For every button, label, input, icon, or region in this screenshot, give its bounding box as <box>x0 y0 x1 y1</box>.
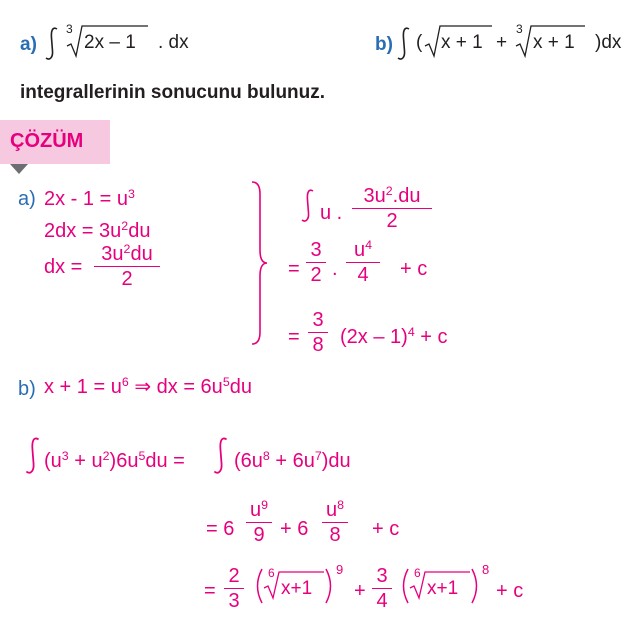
part-a-r3-expr: (2x – 1)$^4$ + c <box>340 325 448 348</box>
part-b-s1-fraction2: $u^8$ 8 <box>322 500 348 545</box>
part-a-r2-fraction2: $u^4$ 4 <box>346 240 380 285</box>
part-a-r2-eq: = <box>288 258 300 280</box>
badge-arrow-icon <box>10 164 28 174</box>
instruction-text: integrallerinin sonucunu bulunuz. <box>20 82 326 103</box>
problem-b-root-index: 3 <box>516 22 523 36</box>
part-a-r2-tail: + c <box>400 258 428 280</box>
problem-a-label: a) <box>20 34 37 55</box>
part-b-s1-eq: = 6 <box>206 518 235 540</box>
part-a-line3-lhs: dx = <box>44 256 83 278</box>
part-b-s2-root1-index: 6 <box>268 566 275 580</box>
part-b-s2-exp1: 9 <box>336 562 344 577</box>
right-brace-icon <box>248 180 270 346</box>
problem-b-plus: + <box>496 32 508 53</box>
problem-b-tail: )dx <box>595 32 622 53</box>
part-b-s2-root2-radicand: x+1 <box>427 578 459 599</box>
integral-sign-icon <box>396 26 412 62</box>
part-b-s2-exp2: 8 <box>482 562 490 577</box>
part-a-r3-eq: = <box>288 326 300 348</box>
integral-sign-icon <box>44 26 60 62</box>
problem-a-tail: . dx <box>158 32 189 53</box>
part-b-s1-tail: + c <box>372 518 400 540</box>
part-b-s2-root2-index: 6 <box>414 566 421 580</box>
part-b-s2-fraction1: 2 3 <box>224 566 244 611</box>
integral-sign-icon <box>300 188 316 224</box>
part-b-integral-1: $(u^3 + u^2)6u^5du$ = <box>44 449 185 472</box>
part-b-integral-2: $(6u^8 + 6u^7)du$ <box>234 449 351 472</box>
part-b-substitution: $x + 1 = u^6$ ⇒ dx = $6u^5du$ <box>44 375 252 398</box>
part-b-s2-fraction2: 3 4 <box>372 566 392 611</box>
problem-b-label: b) <box>375 34 393 55</box>
part-a-r1-fraction: $3u^2.du$ 2 <box>352 186 432 231</box>
part-b-s1-fraction1: $u^9$ 9 <box>246 500 272 545</box>
problem-a-root-index: 3 <box>66 22 73 36</box>
part-a-r2-dot: . <box>332 258 338 280</box>
problem-b-sqrt-radicand: x + 1 <box>441 32 483 53</box>
part-b-s2-plus: + <box>354 580 366 602</box>
part-b-s2-eq: = <box>204 580 216 602</box>
part-a-r2-fraction1: 3 2 <box>306 240 326 285</box>
part-a-line2: $2dx = 3u^2du$ <box>44 219 151 242</box>
problem-a-radicand: 2x – 1 <box>84 32 136 53</box>
part-b-s2-root1-radicand: x+1 <box>281 578 313 599</box>
solution-badge-label: ÇÖZÜM <box>10 130 84 152</box>
part-a-r1-lhs: u . <box>320 202 343 224</box>
integral-sign-icon <box>24 436 42 476</box>
part-a-line1: $2x - 1 = u^3$ <box>44 187 135 210</box>
part-a-label: a) <box>18 188 36 210</box>
integral-sign-icon <box>212 436 230 476</box>
part-a-r3-fraction: 3 8 <box>308 310 328 355</box>
part-b-s2-tail: + c <box>496 580 524 602</box>
part-b-label: b) <box>18 378 36 400</box>
problem-b-cbrt-radicand: x + 1 <box>533 32 575 53</box>
part-a-line3-fraction: $3u^2du$ 2 <box>94 244 160 289</box>
part-b-s1-mid: + 6 <box>280 518 309 540</box>
problem-b-open-paren: ( <box>416 32 423 53</box>
